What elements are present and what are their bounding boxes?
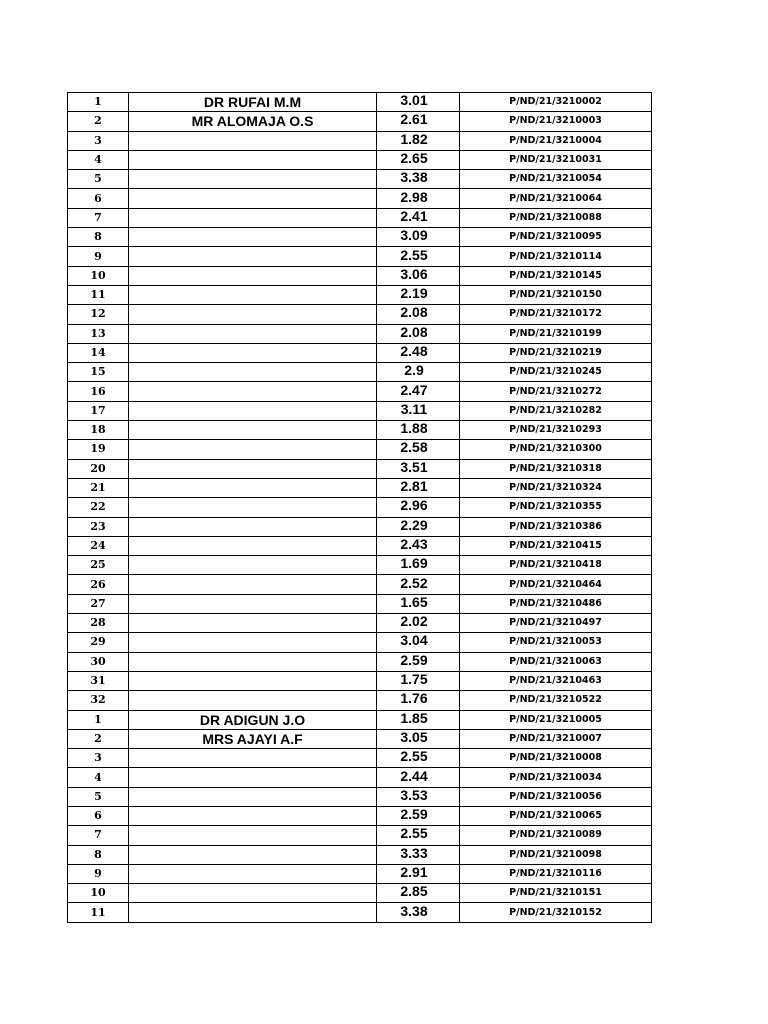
grade-point-value: 1.76 — [400, 690, 428, 707]
table-row — [68, 401, 652, 420]
grade-point-value: 1.82 — [400, 131, 428, 147]
supervisor-name-cell — [129, 498, 377, 517]
grade-point-cell — [377, 884, 460, 903]
serial-number-cell: 16 — [68, 382, 129, 401]
serial-number-cell: 18 — [68, 421, 129, 440]
grade-point-value: 2.9 — [404, 362, 424, 379]
matric-number-cell: P/ND/21/3210486 — [460, 594, 652, 613]
grade-point-cell — [377, 903, 460, 922]
grade-point-value: 2.52 — [400, 574, 428, 591]
matric-number-cell: P/ND/21/3210318 — [460, 459, 652, 478]
grade-point-value: 2.61 — [400, 111, 428, 128]
supervisor-name-cell — [129, 806, 377, 825]
table-row — [68, 363, 652, 382]
grade-point-value: 3.06 — [400, 266, 428, 282]
grade-point-cell — [377, 440, 460, 459]
grade-point-value: 3.04 — [400, 632, 428, 649]
supervisor-name-cell — [129, 652, 377, 671]
grade-point-cell — [377, 845, 460, 864]
matric-number-cell: P/ND/21/3210089 — [460, 826, 652, 845]
serial-number-cell: 6 — [68, 806, 129, 825]
grade-point-value: 2.08 — [400, 324, 428, 340]
serial-number-cell: 27 — [68, 594, 129, 613]
matric-number-cell: P/ND/21/3210002 — [460, 93, 652, 112]
supervisor-name-cell — [129, 536, 377, 555]
table-row — [68, 806, 652, 825]
grade-point-cell — [377, 749, 460, 768]
matric-number-cell: P/ND/21/3210282 — [460, 401, 652, 420]
serial-number-cell: 32 — [68, 691, 129, 710]
supervisor-name-cell — [129, 131, 377, 150]
grade-point-value: 3.51 — [400, 459, 428, 475]
serial-number-cell: 1 — [68, 710, 129, 729]
serial-number-cell: 5 — [68, 787, 129, 806]
serial-number-cell: 21 — [68, 478, 129, 497]
grade-point-value: 3.01 — [400, 92, 428, 109]
table-row — [68, 594, 652, 613]
serial-number-cell: 29 — [68, 633, 129, 652]
grade-point-cell — [377, 247, 460, 266]
serial-number-cell: 2 — [68, 112, 129, 131]
serial-number-cell: 4 — [68, 150, 129, 169]
serial-number-cell: 3 — [68, 131, 129, 150]
table-row — [68, 285, 652, 304]
table-row — [68, 729, 652, 748]
matric-number-cell: P/ND/21/3210418 — [460, 556, 652, 575]
grade-point-cell — [377, 208, 460, 227]
table-row — [68, 575, 652, 594]
supervisor-name-cell — [129, 826, 377, 845]
grade-point-cell — [377, 131, 460, 150]
matric-number-cell: P/ND/21/3210152 — [460, 903, 652, 922]
grade-point-value: 3.53 — [400, 787, 428, 803]
grade-point-value: 3.05 — [400, 729, 428, 745]
table-row — [68, 536, 652, 555]
grade-point-value: 2.96 — [400, 497, 428, 514]
document-sheet — [67, 92, 651, 923]
grade-point-value: 1.65 — [400, 594, 428, 610]
grade-point-cell — [377, 150, 460, 169]
grade-point-cell — [377, 594, 460, 613]
matric-number-cell: P/ND/21/3210151 — [460, 884, 652, 903]
supervisor-name-cell — [129, 421, 377, 440]
grade-point-cell — [377, 614, 460, 633]
table-row — [68, 305, 652, 324]
grade-point-value: 2.55 — [400, 246, 428, 263]
grade-point-value: 3.38 — [400, 902, 428, 919]
grade-point-value: 1.75 — [400, 671, 428, 688]
table-row — [68, 112, 652, 131]
serial-number-cell: 10 — [68, 884, 129, 903]
matric-number-cell: P/ND/21/3210199 — [460, 324, 652, 343]
matric-number-cell: P/ND/21/3210008 — [460, 749, 652, 768]
serial-number-cell: 28 — [68, 614, 129, 633]
serial-number-cell: 2 — [68, 729, 129, 748]
serial-number-cell: 14 — [68, 343, 129, 362]
grade-point-value: 2.81 — [400, 478, 428, 495]
grade-point-value: 2.48 — [400, 343, 428, 359]
supervisor-name-cell — [129, 285, 377, 304]
supervisor-name-cell: MR ALOMAJA O.S — [129, 112, 377, 131]
serial-number-cell: 5 — [68, 170, 129, 189]
grade-point-value: 2.65 — [400, 150, 428, 167]
matric-number-cell: P/ND/21/3210116 — [460, 864, 652, 883]
grade-point-value: 2.08 — [400, 304, 428, 321]
grade-point-cell — [377, 228, 460, 247]
table-row — [68, 671, 652, 690]
supervisor-name-cell — [129, 401, 377, 420]
grade-point-cell — [377, 382, 460, 401]
grade-point-value: 2.47 — [400, 381, 428, 398]
serial-number-cell: 31 — [68, 671, 129, 690]
supervisor-name-cell: DR ADIGUN J.O — [129, 710, 377, 729]
matric-number-cell: P/ND/21/3210005 — [460, 710, 652, 729]
matric-number-cell: P/ND/21/3210464 — [460, 575, 652, 594]
matric-number-cell: P/ND/21/3210098 — [460, 845, 652, 864]
table-row — [68, 768, 652, 787]
matric-number-cell: P/ND/21/3210114 — [460, 247, 652, 266]
matric-number-cell: P/ND/21/3210095 — [460, 228, 652, 247]
grade-point-cell — [377, 671, 460, 690]
matric-number-cell: P/ND/21/3210004 — [460, 131, 652, 150]
matric-number-cell: P/ND/21/3210031 — [460, 150, 652, 169]
grade-point-cell — [377, 536, 460, 555]
table-row — [68, 749, 652, 768]
supervisor-name-cell — [129, 478, 377, 497]
supervisor-name-cell — [129, 247, 377, 266]
grade-point-cell — [377, 343, 460, 362]
supervisor-name-cell — [129, 749, 377, 768]
grade-point-cell — [377, 652, 460, 671]
serial-number-cell: 23 — [68, 517, 129, 536]
matric-number-cell: P/ND/21/3210064 — [460, 189, 652, 208]
matric-number-cell: P/ND/21/3210272 — [460, 382, 652, 401]
table-row — [68, 691, 652, 710]
supervisor-name-cell — [129, 324, 377, 343]
table-row — [68, 633, 652, 652]
supervisor-name-cell — [129, 614, 377, 633]
grade-point-value: 2.85 — [400, 883, 428, 900]
serial-number-cell: 9 — [68, 864, 129, 883]
supervisor-name-cell — [129, 305, 377, 324]
table-row — [68, 864, 652, 883]
grade-point-cell — [377, 498, 460, 517]
supervisor-name-cell — [129, 150, 377, 169]
table-row — [68, 498, 652, 517]
table-row — [68, 787, 652, 806]
matric-number-cell: P/ND/21/3210324 — [460, 478, 652, 497]
grade-point-value: 2.98 — [400, 188, 428, 205]
matric-number-cell: P/ND/21/3210497 — [460, 614, 652, 633]
serial-number-cell: 6 — [68, 189, 129, 208]
grade-point-value: 2.29 — [400, 517, 428, 533]
serial-number-cell: 17 — [68, 401, 129, 420]
grade-point-cell — [377, 305, 460, 324]
grade-point-cell — [377, 93, 460, 112]
grade-point-value: 2.59 — [400, 652, 428, 668]
serial-number-cell: 4 — [68, 768, 129, 787]
supervisor-name-cell — [129, 575, 377, 594]
supervisor-name-cell — [129, 594, 377, 613]
matric-number-cell: P/ND/21/3210054 — [460, 170, 652, 189]
grade-point-cell — [377, 517, 460, 536]
table-row — [68, 903, 652, 922]
grade-point-value: 1.88 — [400, 420, 428, 437]
table-row — [68, 845, 652, 864]
table-row — [68, 324, 652, 343]
serial-number-cell: 8 — [68, 845, 129, 864]
grade-point-value: 3.09 — [400, 227, 428, 244]
serial-number-cell: 22 — [68, 498, 129, 517]
grade-point-cell — [377, 729, 460, 748]
supervisor-name-cell — [129, 266, 377, 285]
supervisor-name-cell — [129, 170, 377, 189]
supervisor-name-cell — [129, 382, 377, 401]
grade-point-value: 3.33 — [400, 845, 428, 861]
grade-point-value: 3.11 — [400, 401, 428, 417]
matric-number-cell: P/ND/21/3210355 — [460, 498, 652, 517]
matric-number-cell: P/ND/21/3210172 — [460, 305, 652, 324]
grade-point-cell — [377, 324, 460, 343]
supervisor-name-cell — [129, 517, 377, 536]
matric-number-cell: P/ND/21/3210065 — [460, 806, 652, 825]
table-row — [68, 652, 652, 671]
serial-number-cell: 11 — [68, 285, 129, 304]
serial-number-cell: 7 — [68, 826, 129, 845]
grade-point-value: 2.55 — [400, 748, 428, 765]
table-row — [68, 228, 652, 247]
grade-point-value: 2.44 — [400, 767, 428, 784]
matric-number-cell: P/ND/21/3210522 — [460, 691, 652, 710]
table-row — [68, 710, 652, 729]
grade-point-cell — [377, 363, 460, 382]
matric-number-cell: P/ND/21/3210088 — [460, 208, 652, 227]
grade-point-value: 2.02 — [400, 613, 428, 630]
table-row — [68, 131, 652, 150]
supervisor-name-cell — [129, 691, 377, 710]
serial-number-cell: 24 — [68, 536, 129, 555]
serial-number-cell: 30 — [68, 652, 129, 671]
serial-number-cell: 25 — [68, 556, 129, 575]
supervisor-name-cell — [129, 440, 377, 459]
grade-point-cell — [377, 112, 460, 131]
table-row — [68, 93, 652, 112]
matric-number-cell: P/ND/21/3210300 — [460, 440, 652, 459]
grade-point-value: 2.91 — [400, 864, 428, 881]
serial-number-cell: 11 — [68, 903, 129, 922]
matric-number-cell: P/ND/21/3210245 — [460, 363, 652, 382]
grade-point-cell — [377, 556, 460, 575]
grade-point-cell — [377, 189, 460, 208]
grade-point-value: 2.55 — [400, 825, 428, 842]
serial-number-cell: 12 — [68, 305, 129, 324]
grade-point-cell — [377, 401, 460, 420]
serial-number-cell: 20 — [68, 459, 129, 478]
matric-number-cell: P/ND/21/3210007 — [460, 729, 652, 748]
supervisor-name-cell — [129, 845, 377, 864]
serial-number-cell: 19 — [68, 440, 129, 459]
grade-point-cell — [377, 575, 460, 594]
supervisor-name-cell: DR RUFAI M.M — [129, 93, 377, 112]
serial-number-cell: 8 — [68, 228, 129, 247]
supervisor-name-cell — [129, 343, 377, 362]
supervisor-name-cell — [129, 787, 377, 806]
table-row — [68, 614, 652, 633]
matric-number-cell: P/ND/21/3210386 — [460, 517, 652, 536]
matric-number-cell: P/ND/21/3210145 — [460, 266, 652, 285]
grade-point-cell — [377, 691, 460, 710]
grade-point-cell — [377, 806, 460, 825]
table-row — [68, 826, 652, 845]
supervisor-name-cell — [129, 228, 377, 247]
table-row — [68, 478, 652, 497]
table-row — [68, 150, 652, 169]
matric-number-cell: P/ND/21/3210415 — [460, 536, 652, 555]
table-body — [68, 93, 652, 923]
grade-point-cell — [377, 170, 460, 189]
grade-point-cell — [377, 710, 460, 729]
grade-point-value: 1.85 — [400, 710, 428, 726]
matric-number-cell: P/ND/21/3210003 — [460, 112, 652, 131]
table-row — [68, 247, 652, 266]
grade-point-value: 2.58 — [400, 439, 428, 456]
table-row — [68, 266, 652, 285]
serial-number-cell: 15 — [68, 363, 129, 382]
grade-point-value: 2.19 — [400, 285, 428, 302]
serial-number-cell: 7 — [68, 208, 129, 227]
table-row — [68, 170, 652, 189]
serial-number-cell: 10 — [68, 266, 129, 285]
grade-point-cell — [377, 864, 460, 883]
supervisor-name-cell — [129, 884, 377, 903]
grade-point-value: 2.59 — [400, 806, 428, 823]
serial-number-cell: 26 — [68, 575, 129, 594]
supervisor-name-cell — [129, 208, 377, 227]
supervisor-name-cell — [129, 363, 377, 382]
supervisor-name-cell — [129, 556, 377, 575]
grade-point-value: 1.69 — [400, 555, 428, 572]
serial-number-cell: 13 — [68, 324, 129, 343]
serial-number-cell: 1 — [68, 93, 129, 112]
serial-number-cell: 9 — [68, 247, 129, 266]
matric-number-cell: P/ND/21/3210293 — [460, 421, 652, 440]
matric-number-cell: P/ND/21/3210053 — [460, 633, 652, 652]
grade-point-cell — [377, 633, 460, 652]
table-row — [68, 517, 652, 536]
table-row — [68, 556, 652, 575]
supervisor-name-cell — [129, 903, 377, 922]
table-row — [68, 208, 652, 227]
matric-number-cell: P/ND/21/3210056 — [460, 787, 652, 806]
matric-number-cell: P/ND/21/3210150 — [460, 285, 652, 304]
grade-point-cell — [377, 421, 460, 440]
grade-point-value: 2.41 — [400, 208, 428, 224]
grade-point-cell — [377, 768, 460, 787]
supervisor-name-cell — [129, 189, 377, 208]
table-row — [68, 440, 652, 459]
grade-point-value: 3.38 — [400, 169, 428, 186]
table-row — [68, 421, 652, 440]
table-row — [68, 459, 652, 478]
grade-point-cell — [377, 826, 460, 845]
supervisor-name-cell — [129, 459, 377, 478]
table-row — [68, 884, 652, 903]
matric-number-cell: P/ND/21/3210034 — [460, 768, 652, 787]
grade-point-cell — [377, 478, 460, 497]
matric-number-cell: P/ND/21/3210063 — [460, 652, 652, 671]
supervisor-name-cell — [129, 633, 377, 652]
table-row — [68, 382, 652, 401]
supervisor-name-cell: MRS AJAYI A.F — [129, 729, 377, 748]
supervisor-name-cell — [129, 864, 377, 883]
matric-number-cell: P/ND/21/3210463 — [460, 671, 652, 690]
supervisor-name-cell — [129, 671, 377, 690]
supervisor-name-cell — [129, 768, 377, 787]
matric-number-cell: P/ND/21/3210219 — [460, 343, 652, 362]
grade-point-value: 2.43 — [400, 536, 428, 552]
grade-point-cell — [377, 266, 460, 285]
student-grade-table — [67, 92, 652, 923]
grade-point-cell — [377, 285, 460, 304]
table-row — [68, 189, 652, 208]
serial-number-cell: 3 — [68, 749, 129, 768]
grade-point-cell — [377, 459, 460, 478]
grade-point-cell — [377, 787, 460, 806]
table-row — [68, 343, 652, 362]
